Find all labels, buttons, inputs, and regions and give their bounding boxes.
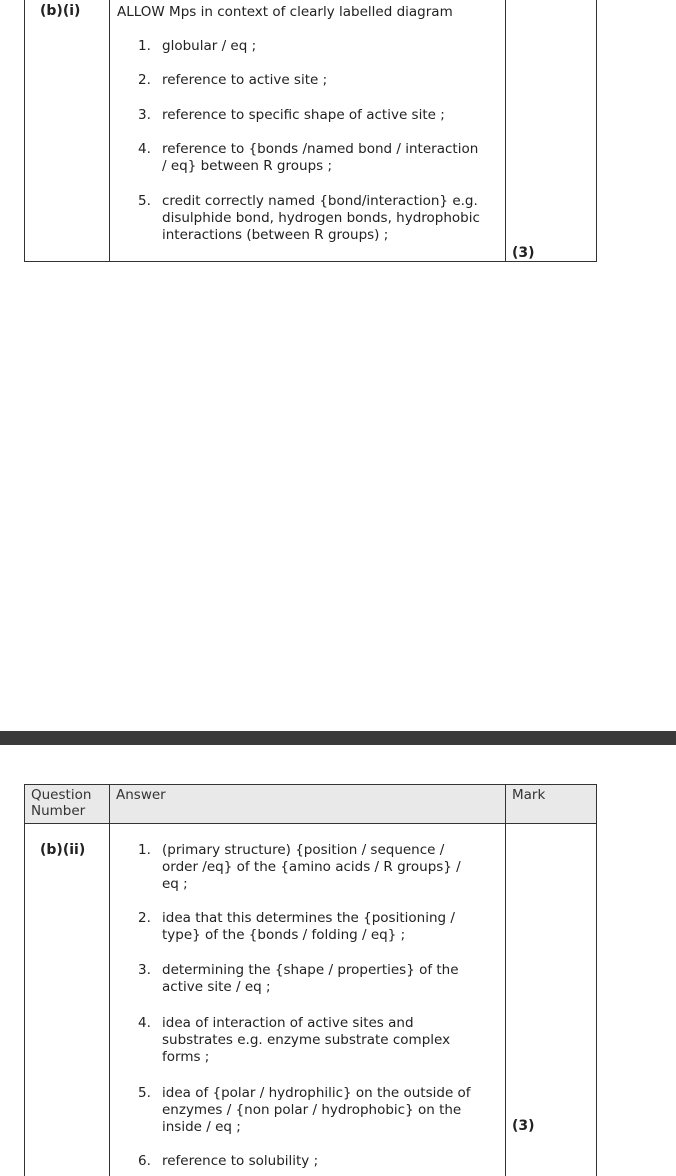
item-text: reference to {bonds /named bond / interaction / eq} between R groups ; [162, 141, 479, 174]
item-text: idea of interaction of active sites and substrates e.g. enzyme substrate complex forms ; [162, 1015, 451, 1065]
column-divider-mark [505, 0, 506, 262]
item-text: determining the {shape / properties} of the active site / eq ; [162, 962, 459, 995]
item-number: 3. [138, 962, 151, 978]
table-border-left [24, 0, 25, 262]
header-question-number: Question Number [31, 787, 92, 819]
item-text: credit correctly named {bond/interaction} e.g. disulphide bond, hydrogen bonds, hydrophobic interactions (between R groups) ; [162, 193, 480, 243]
column-divider-question [109, 0, 110, 262]
question-number: (b)(ii) [40, 842, 86, 858]
item-text: (primary structure) {position / sequence / order /eq} of the {amino acids / R groups} / eq ; [162, 842, 461, 892]
question-number: (b)(i) [40, 3, 81, 19]
mark-value: (3) [512, 1118, 535, 1134]
column-divider-mark [505, 784, 506, 1176]
mark-scheme-table-b-i [24, 0, 597, 262]
item-number: 1. [138, 842, 151, 858]
item-text: idea of {polar / hydrophilic} on the outside of enzymes / {non polar / hydrophobic} on the inside / eq ; [162, 1085, 471, 1135]
table-border-left [24, 784, 25, 1176]
item-number: 5. [138, 1085, 151, 1101]
header-mark: Mark [512, 787, 546, 803]
item-number: 6. [138, 1153, 151, 1169]
item-number: 3. [138, 107, 151, 123]
item-text: idea that this determines the {positioning / type} of the {bonds / folding / eq} ; [162, 910, 455, 943]
item-text: reference to active site ; [162, 72, 328, 88]
item-text: reference to solubility ; [162, 1153, 319, 1169]
table-border-right [596, 784, 597, 1176]
item-text: globular / eq ; [162, 38, 257, 54]
item-text: reference to specific shape of active site ; [162, 107, 445, 123]
item-number: 4. [138, 1015, 151, 1031]
mark-scheme-table-b-ii [24, 784, 597, 1176]
answer-intro: ALLOW Mps in context of clearly labelled diagram [117, 4, 453, 20]
item-number: 1. [138, 38, 151, 54]
page-separator [0, 731, 676, 745]
table-border-bottom [24, 261, 597, 262]
item-number: 2. [138, 910, 151, 926]
table-border-right [596, 0, 597, 262]
column-divider-question [109, 784, 110, 1176]
item-number: 5. [138, 193, 151, 209]
header-answer: Answer [116, 787, 166, 803]
item-number: 4. [138, 141, 151, 157]
mark-value: (3) [512, 245, 535, 261]
item-number: 2. [138, 72, 151, 88]
